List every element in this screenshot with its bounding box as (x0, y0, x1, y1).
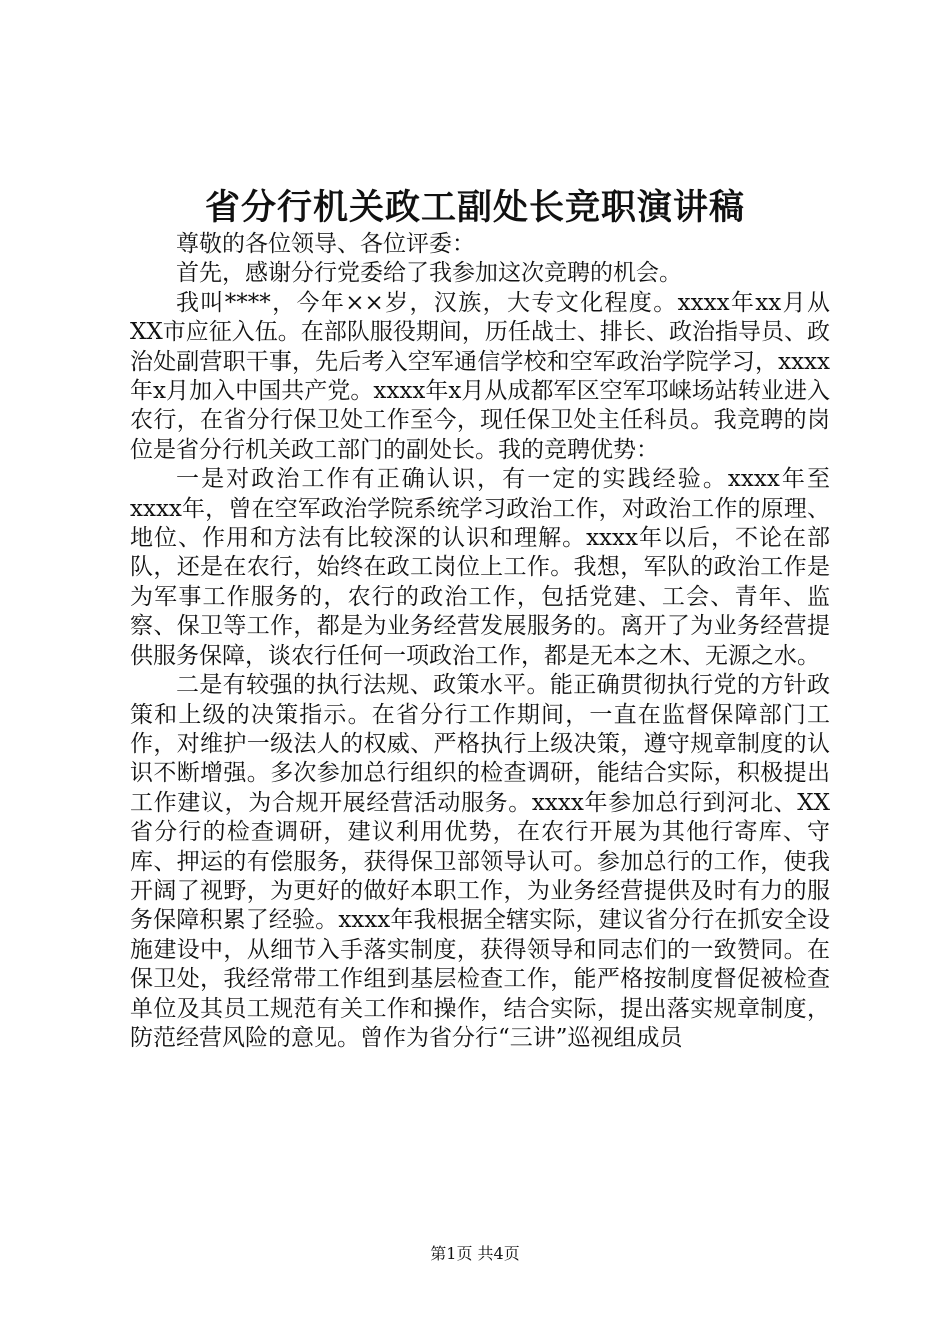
introduction-paragraph: 我叫****，今年××岁，汉族，大专文化程度。xxxx年xx月从XX市应征入伍。在部队服役期间，历任战士、排长、政治指导员、政治处副营职干事，先后考入空军通信学校和空军政治学院学习，xxxx年x月加入中国共产党。xxxx年x月从成都军区空军邛崃场站转业进入农行，在省分行保卫处工作至今，现任保卫处主任科员。我竞聘的岗位是省分行机关政工部门的副处长。我的竞聘优势： (130, 289, 830, 463)
document-body (130, 230, 830, 1053)
strength-one-paragraph: 一是对政治工作有正确认识，有一定的实践经验。xxxx年至xxxx年，曾在空军政治学院系统学习政治工作，对政治工作的原理、地位、作用和方法有比较深的认识和理解。xxxx年以后，不论在部队，还是在农行，始终在政工岗位上工作。我想，军队的政治工作是为军事工作服务的，农行的政治工作，包括党建、工会、青年、监察、保卫等工作，都是为业务经营发展服务的。离开了为业务经营提供服务保障，谈农行任何一项政治工作，都是无本之木、无源之水。 (130, 466, 830, 669)
opening-paragraph: 首先，感谢分行党委给了我参加这次竞聘的机会。 (176, 260, 682, 287)
strength-two-paragraph: 二是有较强的执行法规、政策水平。能正确贯彻执行党的方针政策和上级的决策指示。在省分行工作期间，一直在监督保障部门工作，对维护一级法人的权威、严格执行上级决策，遵守规章制度的认识不断增强。多次参加总行组织的检查调研，能结合实际，积极提出工作建议，为合规开展经营活动服务。xxxx年参加总行到河北、XX省分行的检查调研，建议利用优势，在农行开展为其他行寄库、守库、押运的有偿服务，获得保卫部领导认可。参加总行的工作，使我开阔了视野，为更好的做好本职工作，为业务经营提供及时有力的服务保障积累了经验。xxxx年我根据全辖实际，建议省分行在抓安全设施建设中，从细节入手落实制度，获得领导和同志们的一致赞同。在保卫处，我经常带工作组到基层检查工作，能严格按制度督促被检查单位及其员工规范有关工作和操作，结合实际，提出落实规章制度，防范经营风险的意见。曾作为省分行“三讲”巡视组成员 (130, 672, 830, 1051)
salutation-paragraph: 尊敬的各位领导、各位评委： (176, 231, 475, 257)
document-title: 省分行机关政工副处长竞职演讲稿 (204, 187, 745, 228)
page-number-footer: 第1页 共4页 (430, 1244, 520, 1263)
